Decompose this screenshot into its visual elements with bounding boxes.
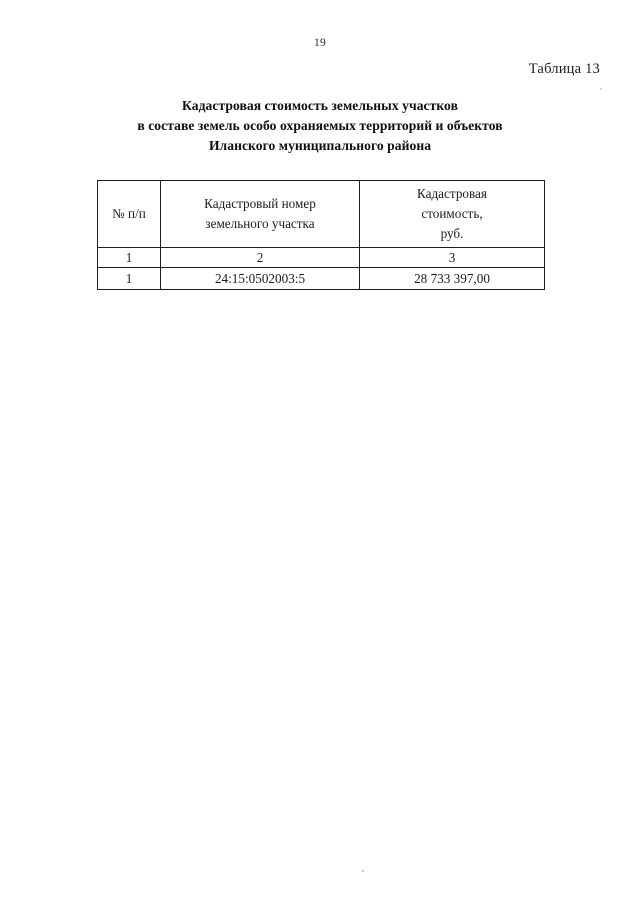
header-cadastral-value-line-1: Кадастровая [417, 186, 487, 201]
table-column-index-row [98, 248, 545, 268]
scan-artifact-mark [600, 88, 602, 90]
header-cell-index: № п/п [98, 181, 161, 248]
header-cell-cadastral-number [161, 181, 360, 248]
cell-row-index: 1 [98, 268, 161, 290]
page-title [0, 96, 640, 156]
cell-cadastral-value: 28 733 397,00 [360, 268, 545, 290]
header-cadastral-number-line-2: земельного участка [205, 216, 315, 231]
header-cadastral-value-line-3: руб. [440, 226, 464, 241]
table-row [98, 268, 545, 290]
table-header-row [98, 181, 545, 248]
table-label: Таблица 13 [528, 61, 600, 77]
cell-cadastral-number: 24:15:0502003:5 [161, 268, 360, 290]
column-index-1: 1 [98, 248, 161, 268]
page-title-line-2: в составе земель особо охраняемых территорий и объектов [137, 118, 503, 133]
page-title-line-3: Иланского муниципального района [208, 138, 432, 153]
scan-artifact-speck [362, 870, 364, 872]
header-cadastral-number-line-1: Кадастровый номер [204, 196, 316, 211]
page-title-line-1: Кадастровая стоимость земельных участков [182, 98, 458, 113]
cadastral-value-table [97, 180, 544, 290]
column-index-3: 3 [360, 248, 545, 268]
header-cadastral-value-line-2: стоимость, [421, 206, 483, 221]
column-index-2: 2 [161, 248, 360, 268]
page-number: 19 [313, 37, 327, 49]
header-cell-cadastral-value [360, 181, 545, 248]
